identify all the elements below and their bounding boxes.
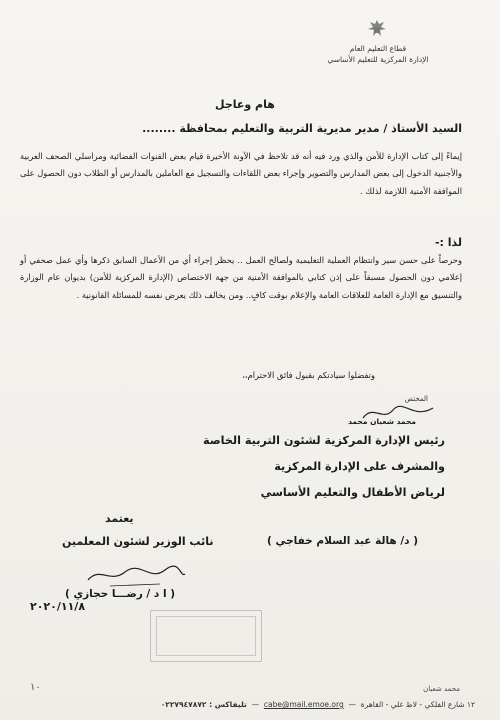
- office-stamp-icon: [150, 610, 262, 662]
- paragraph-body-2: وحرصاً على حسن سير وانتظام العملية التعليمية ولصالح العمل .. يحظر إجراء أي من الأعمال السابق ذكرها وأي عمل صحفي أو إعلامي دون الحصول مسبقاً على إذن كتابي بالموافقة الأمنية من جهة الاختصاص (الإدارة المركزية للأمن) بديوان عام الوزارة والتنسيق مع الإدارة العامة للعلاقات العامة والإعلام بوقت كافٍ.. ومن يخالف ذلك يعرض نفسه للمسائلة القانونية .: [20, 255, 462, 300]
- paragraph-body-1: إيماءً إلى كتاب الإدارة للأمن والذي ورد فيه أنه قد تلاحظ في الآونة الأخيرة قيام بعض القنوات الفضائية ومراسلي الصحف العربية والأجنبية الدخول إلى بعض المدارس والتصوير وإجراء بعض اللقاءات والتسجيل مع العاملين بالمدارس أو الطلاب دون الحصول على الموافقة الأمنية اللازمة لذلك .: [20, 151, 462, 196]
- deputy-minister-name: ( ا د / رضـــا حجازي ): [65, 588, 175, 600]
- eagle-emblem-icon: [366, 18, 388, 40]
- footer-address: ١٢ شارع الفلكي - لاظ غلي - القاهرة: [360, 700, 475, 709]
- deputy-signature-icon: [80, 560, 190, 590]
- general-manager-title-1: رئيس الإدارة المركزية لشئون التربية الخاصة: [203, 434, 445, 447]
- signer-title: المختص: [404, 395, 428, 403]
- general-manager-title-2: والمشرف على الإدارة المركزية: [274, 460, 445, 473]
- general-manager-title-3: لرياض الأطفال والتعليم الأساسي: [260, 486, 445, 499]
- footer-left-mark: ١٠: [30, 682, 41, 693]
- footer-fax: تليفاكس : ٠٢٢٧٩٤٧٨٧٢: [160, 700, 247, 709]
- general-manager-name: ( د/ هالة عبد السلام خفاجي ): [267, 535, 418, 547]
- footer-name: محمد شعبان: [423, 685, 460, 693]
- letterhead-department: الإدارة المركزية للتعليم الأساسي: [327, 55, 429, 64]
- addressee-text: السيد الأستاذ / مدير مديرية التربية والتعليم بمحافظة: [179, 122, 462, 135]
- signer-name: محمد شعبان محمد: [348, 417, 416, 426]
- addressee-dots: ........: [142, 122, 176, 135]
- footer-contact: ١٢ شارع الفلكي - لاظ غلي - القاهرة — cabe@mail.emoe.org — تليفاكس : ٠٢٢٧٩٤٧٨٧٢: [160, 700, 475, 709]
- closing-salutation: وتفضلوا سيادتكم بقبول فائق الاحترام،،: [242, 370, 375, 380]
- deputy-minister-title: نائب الوزير لشئون المعلمين: [62, 535, 214, 548]
- letterhead-sector: قطاع التعليم العام: [349, 44, 407, 53]
- footer-email: cabe@mail.emoe.org: [263, 700, 344, 709]
- addressee-line: [32, 122, 462, 135]
- therefore-label: لذا :-: [434, 236, 462, 249]
- document-date: ٢٠٢٠/١١/٨: [30, 600, 86, 613]
- approval-label: يعتمد: [105, 512, 134, 525]
- urgent-label: هام وعاجل: [215, 98, 275, 111]
